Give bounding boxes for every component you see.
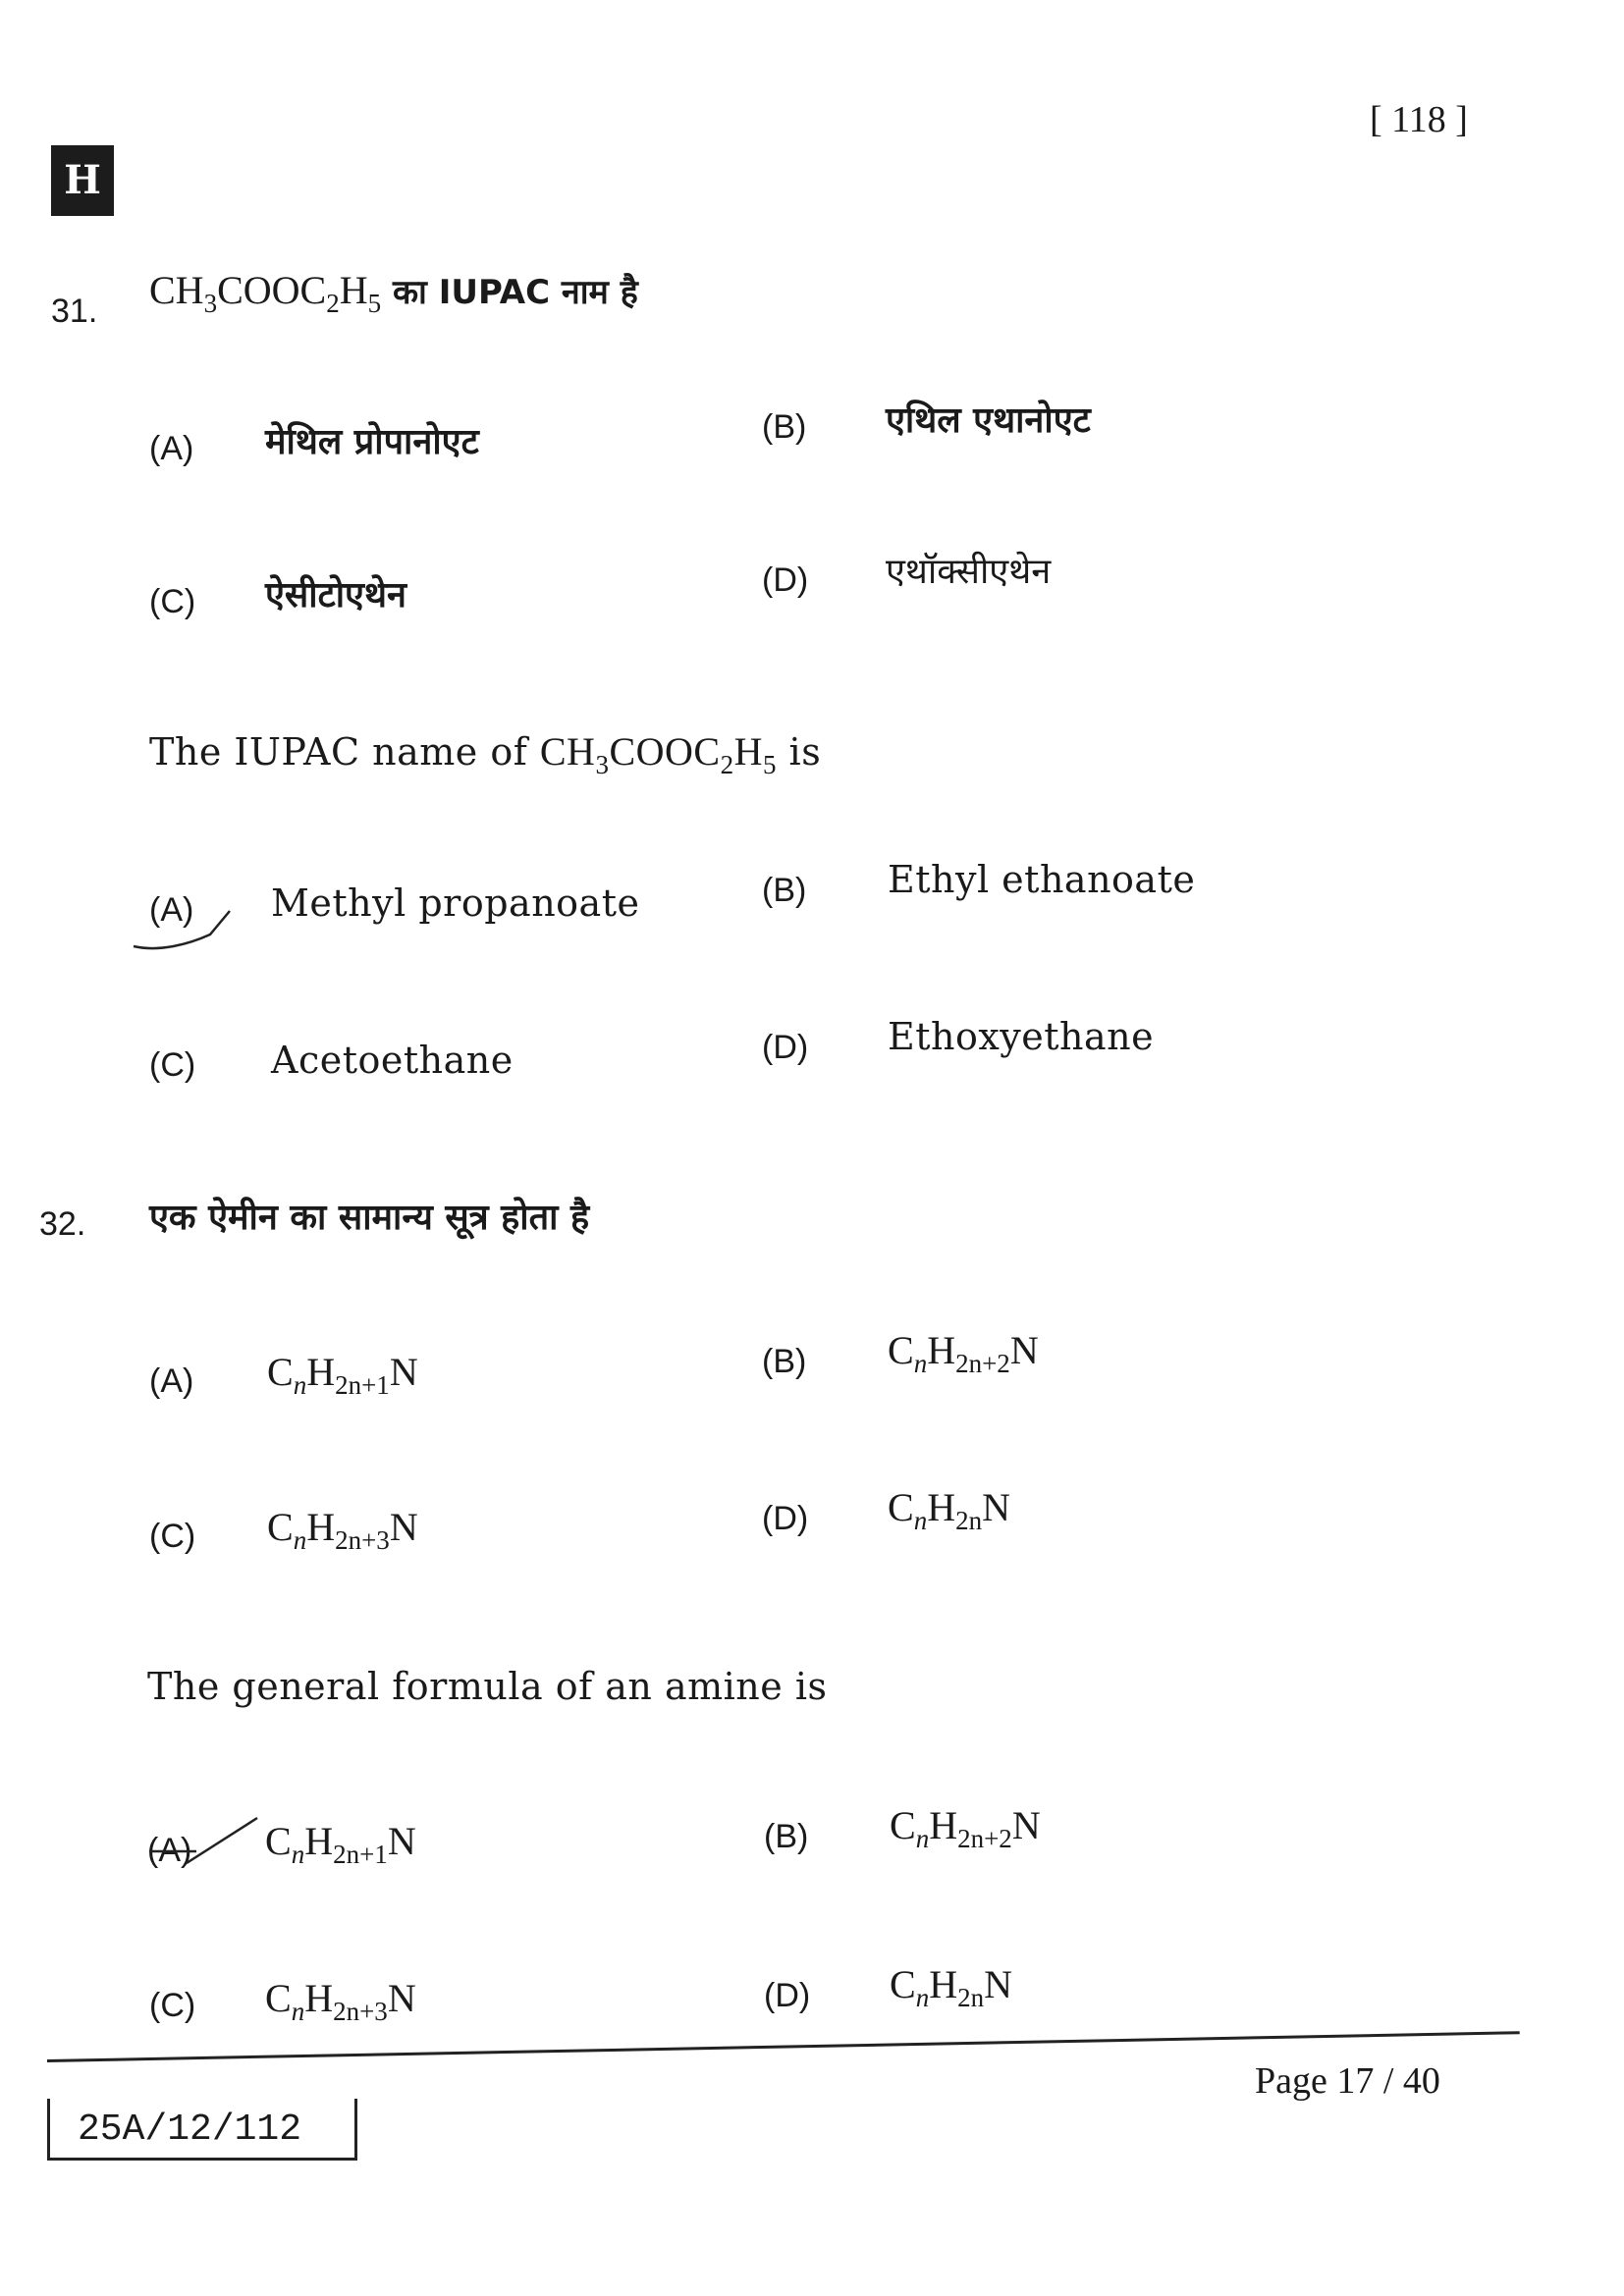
handwritten-tick-mark xyxy=(130,895,238,954)
question-32-number: 32. xyxy=(39,1205,86,1243)
q31-hindi-option-b: एथिल एथानोएट xyxy=(886,400,1091,441)
q31-hindi-option-a: मेथिल प्रोपानोएट xyxy=(265,422,479,462)
q31-english-option-b: Ethyl ethanoate xyxy=(888,858,1196,901)
question-31-english-prompt: The IUPAC name of $CH_3COOC_2H_5$ is xyxy=(149,729,822,779)
q31-hindi-option-d: एथॉक्सीएथेन xyxy=(886,552,1052,592)
q32-english-option-c-formula: $C_nH_{2n+3}N$ xyxy=(265,1976,416,2026)
q31-hindi-option-d-label: (D) xyxy=(762,561,809,599)
paper-code-box xyxy=(47,2099,357,2161)
handwritten-tick-mark xyxy=(147,1812,265,1871)
q32-english-option-d-formula: $C_nH_{2n}N$ xyxy=(890,1962,1012,2012)
q31-english-option-c-label: (C) xyxy=(149,1046,196,1084)
q31-english-option-c: Acetoethane xyxy=(271,1039,514,1082)
q32-english-option-a-formula: $C_nH_{2n+1}N$ xyxy=(265,1819,416,1869)
page-number: Page 17 / 40 xyxy=(1255,2060,1440,2102)
q32-option-c-formula: $C_nH_{2n+3}N$ xyxy=(267,1505,418,1555)
q32-option-a-formula: $C_nH_{2n+1}N$ xyxy=(267,1350,418,1400)
q31-english-option-a-label: (A) xyxy=(149,891,194,929)
section-tag-badge: H xyxy=(51,145,114,216)
question-32-hindi-prompt: एक ऐमीन का सामान्य सूत्र होता है xyxy=(149,1198,590,1238)
q32-english-option-b-formula: $C_nH_{2n+2}N$ xyxy=(890,1803,1041,1853)
question-32-english-prompt: The general formula of an amine is xyxy=(147,1665,828,1708)
q32-option-b-label: (B) xyxy=(762,1343,807,1380)
q31-english-option-b-label: (B) xyxy=(762,872,807,909)
footer-rule xyxy=(47,2031,1520,2062)
reference-number: [ 118 ] xyxy=(1370,99,1468,140)
q32-option-d-label: (D) xyxy=(762,1500,809,1537)
paper-code: 25A/12/112 xyxy=(78,2109,302,2151)
q31-english-option-d: Ethoxyethane xyxy=(888,1015,1155,1058)
q31-english-option-a: Methyl propanoate xyxy=(271,881,640,925)
question-31-number: 31. xyxy=(51,293,98,330)
q31-hindi-option-b-label: (B) xyxy=(762,408,807,446)
q32-option-c-label: (C) xyxy=(149,1518,196,1555)
q31-english-option-d-label: (D) xyxy=(762,1029,809,1066)
q32-english-option-d-label: (D) xyxy=(764,1977,811,2014)
q32-option-b-formula: $C_nH_{2n+2}N$ xyxy=(888,1328,1039,1378)
q32-english-option-b-label: (B) xyxy=(764,1818,809,1855)
q32-english-option-c-label: (C) xyxy=(149,1987,196,2024)
q31-hindi-option-c: ऐसीटोएथेन xyxy=(265,575,406,615)
q31-hindi-option-a-label: (A) xyxy=(149,430,194,467)
q32-english-option-a-label: (A) xyxy=(147,1832,192,1869)
q32-option-d-formula: $C_nH_{2n}N$ xyxy=(888,1485,1010,1535)
q31-hindi-option-c-label: (C) xyxy=(149,583,196,620)
q32-option-a-label: (A) xyxy=(149,1362,194,1400)
question-31-hindi-prompt: $CH_3COOC_2H_5$ का IUPAC नाम है xyxy=(149,268,638,318)
